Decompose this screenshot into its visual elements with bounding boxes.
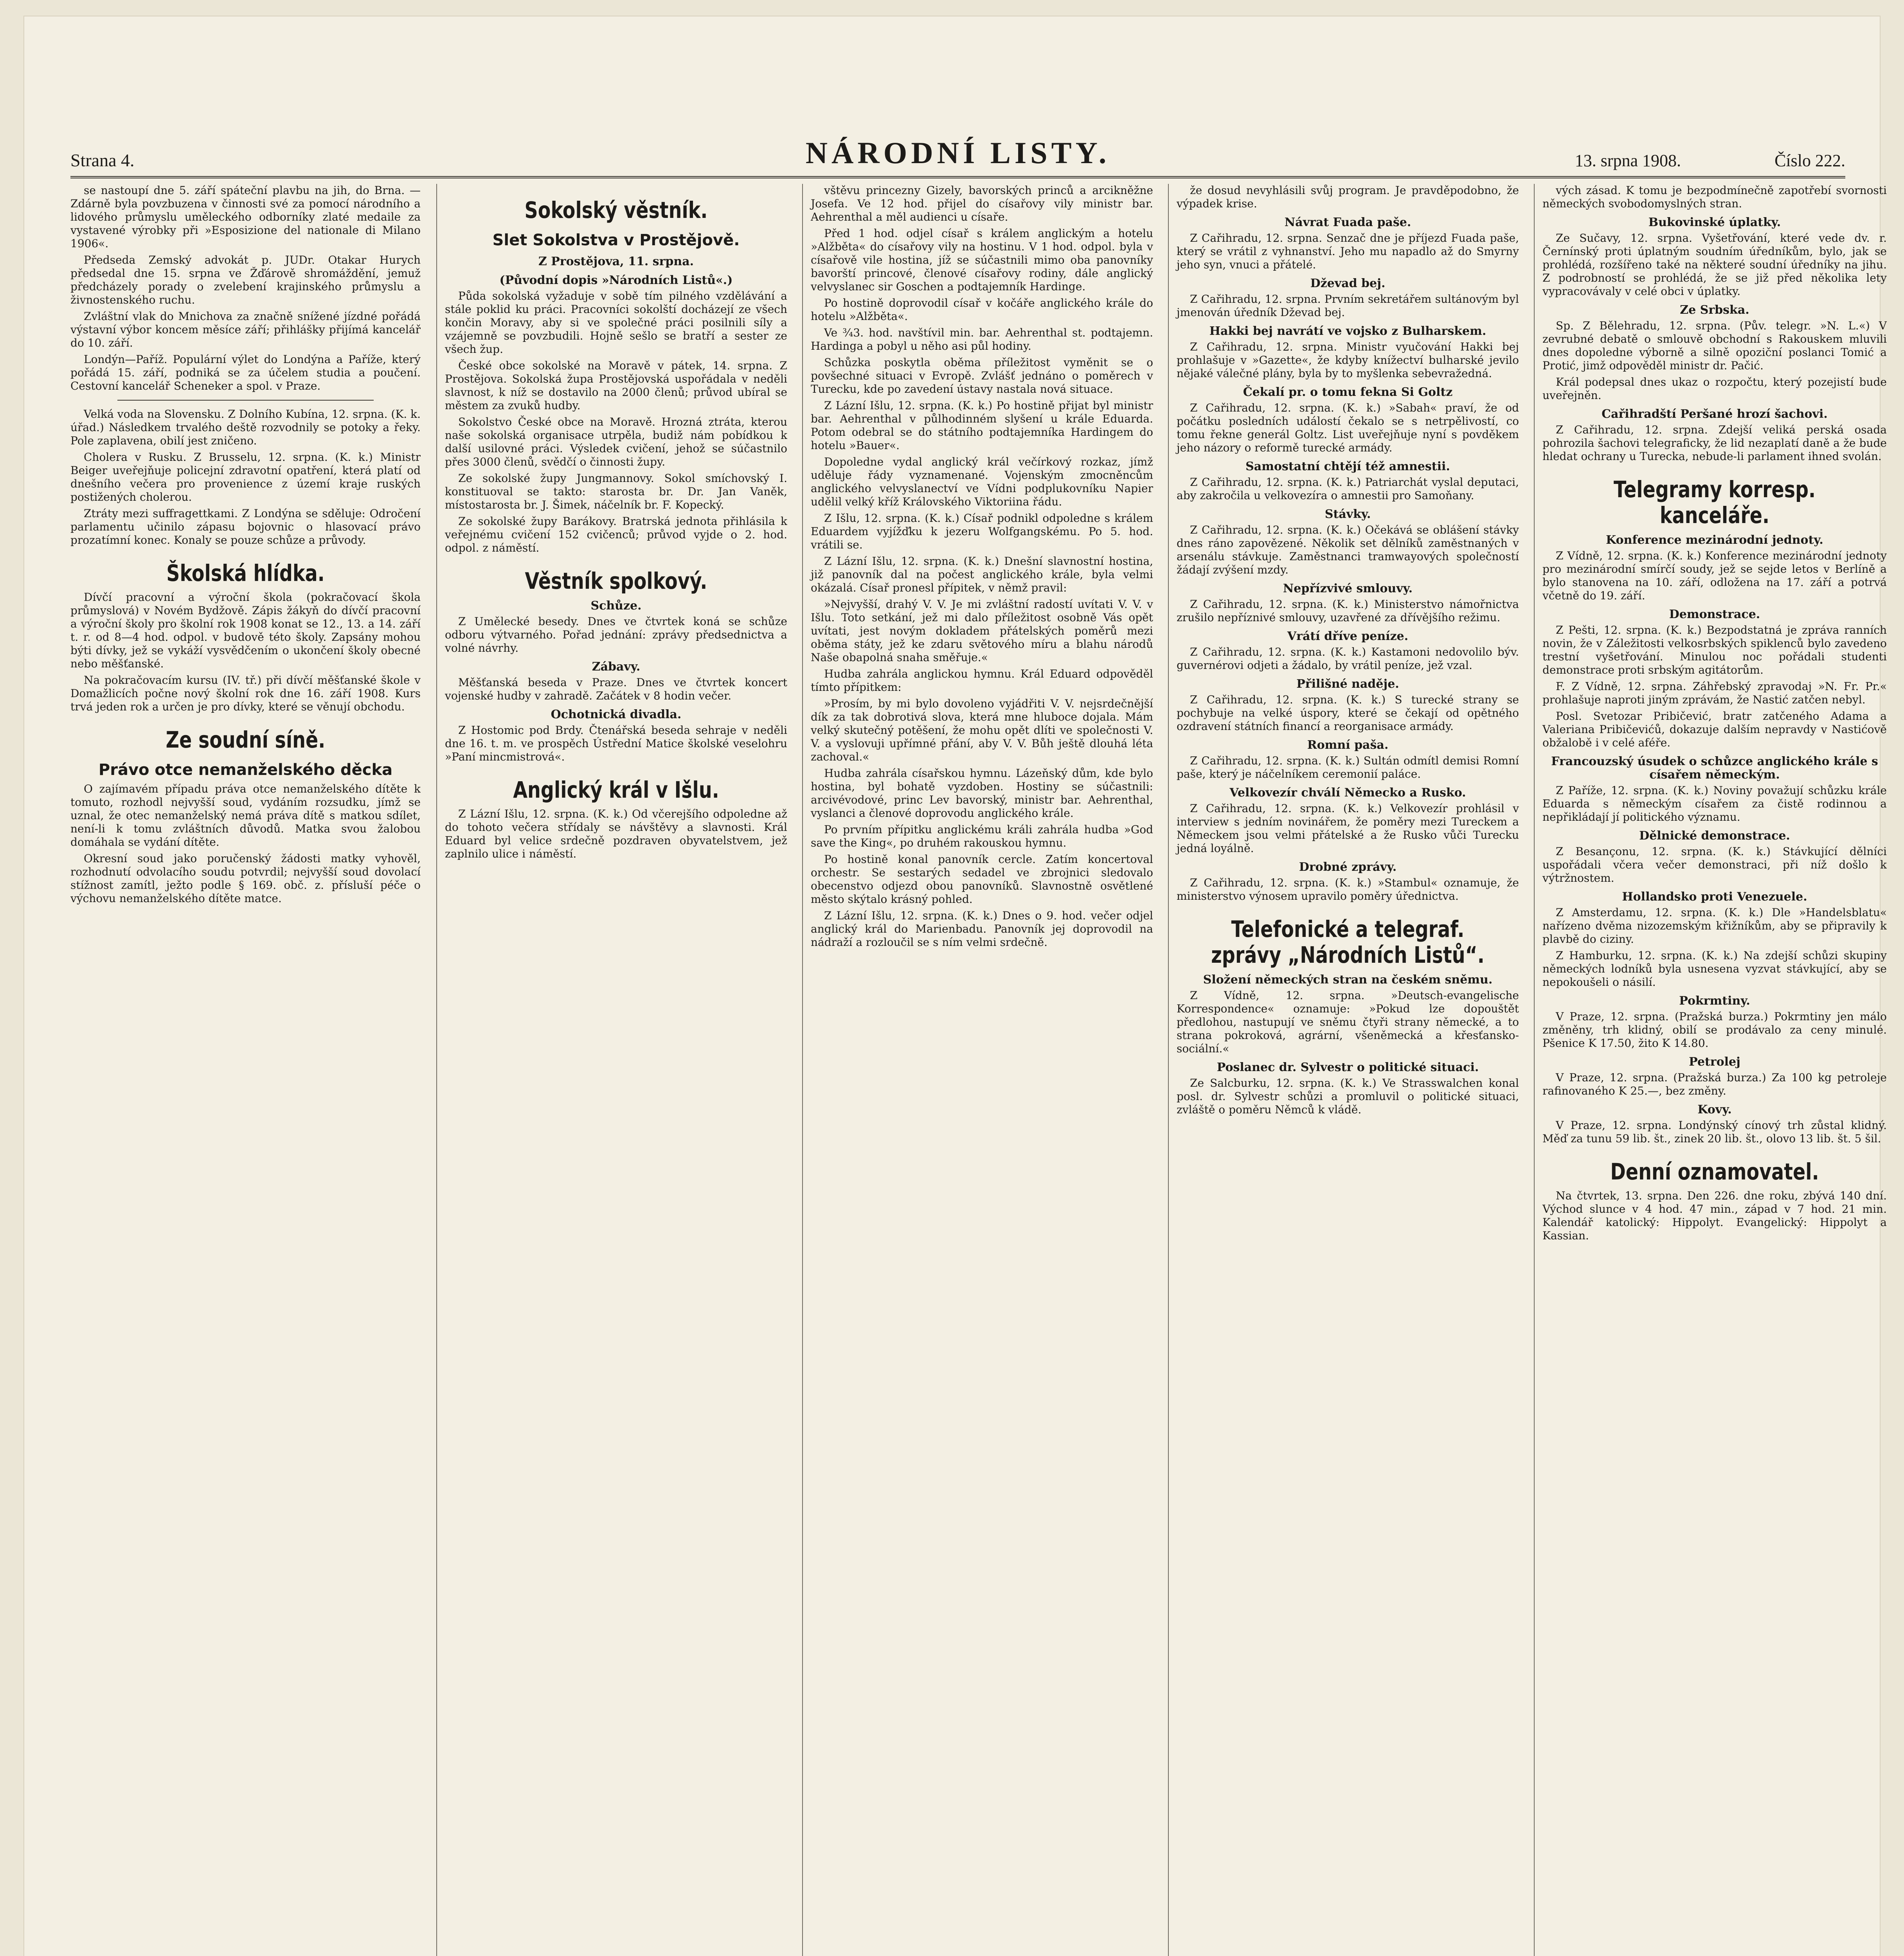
article-text: Z Cařihradu, 12. srpna. (K. k.) Patriarchát vyslal deputaci, aby zakročila u velkovezíra o amnestii pro Samoňany. (1177, 476, 1519, 502)
section-heading-telegramy: Telegramy korresp. kanceláře. (1613, 476, 1816, 529)
section-heading-sokolsky: Sokolský věstník. (524, 197, 708, 223)
article-heading: Hollandsko proti Venezuele. (1622, 890, 1807, 904)
article-heading: Návrat Fuada paše. (1284, 216, 1411, 229)
article-text: Z Cařihradu, 12. srpna. (K. k.) »Sabah« praví, že od počátku posledních událostí čekalo se s netrpělivostí, co tomu řekne generál Goltz. List uveřejňuje nyní s povděkem jeho názory o reformě turecké armády. (1177, 401, 1519, 454)
article-heading: Nepřízvivé smlouvy. (1283, 582, 1413, 595)
article-text: že dosud nevyhlásili svůj program. Je pravděpodobno, že výpadek krise. (1177, 184, 1519, 210)
article-heading: Právo otce nemanželského děcka (98, 761, 393, 779)
article-text: Z Cařihradu, 12. srpna. (K. k.) Ministerstvo námořnictva zrušilo nepříznivé smlouvy, uzavřené za dřívějšího režimu. (1177, 598, 1519, 624)
article-text: Z Cařihradu, 12. srpna. (K. k.) S turecké strany se pochybuje na velké úspory, které se čekají od opětného ozdravení státních financí a reorganisace armády. (1177, 693, 1519, 733)
article-heading: Slet Sokolstva v Prostějově. (492, 231, 740, 249)
column-3 (802, 184, 1153, 1956)
article-text: Velká voda na Slovensku. Z Dolního Kubína, 12. srpna. (K. k. úřad.) Následkem trvalého deště rozvodnily se potoky a řeky. Pole zaplavena, obilí jest zničeno. (70, 408, 421, 447)
article-heading: Bukovinské úplatky. (1648, 216, 1781, 229)
article-text: »Prosím, by mi bylo dovoleno vyjádřiti V. V. nejsrdečnější dík za tak dobrotivá slova, která mne hluboce dojala. Mám velký skutečný potěšení, že mohu opět dlíti ve společnosti V. V. a vyslovuji upřímné přání, aby V. V. Bůh ještě dlouhá léta zachoval.« (811, 697, 1153, 763)
article-text: Z Lázní Išlu, 12. srpna. (K. k.) Po hostině přijat byl ministr bar. Aehrenthal v půlhodinném slyšení u krále Eduarda. Potom odebral se do státního podtajemníka Hardingem do hotelu »Bauer«. (811, 399, 1153, 452)
article-text: Cholera v Rusku. Z Brusselu, 12. srpna. (K. k.) Ministr Beiger uveřejňuje policejní zdravotní opatření, která platí od dnešního večera pro provenience z území kraje ruských postižených cholerou. (70, 451, 421, 503)
article-text: Okresní soud jako poručenský žádosti matky vyhověl, rozhodnutí odvolacího soudu potvrdil; nejvyšší soud dovolací stížnost zamítl, ježto podle § 169. obč. z. přísluší péče o výchovu nemanželského dítěte matce. (70, 852, 421, 905)
article-heading: Dževad bej. (1310, 277, 1386, 290)
source-note: (Původní dopis »Národních Listů«.) (499, 273, 733, 287)
section-heading-spolkovy: Věstník spolkový. (525, 568, 707, 594)
article-text: Před 1 hod. odjel císař s králem anglickým a hotelu »Alžběta« do císařovy vily na hostinu. V 1 hod. odpol. byla v císařově vile hostina, jíž se súčastnili mimo oba panovníky bavorští princové, členové císařovy rodiny, dále anglický velvyslanec sir Goschen a podtajemník Hardinge. (811, 227, 1153, 293)
article-heading: Čekalí pr. o tomu fekna Si Goltz (1243, 385, 1453, 399)
article-text: Měšťanská beseda v Praze. Dnes ve čtvrtek koncert vojenské hudby v zahradě. Začátek v 8 hodin večer. (445, 676, 787, 702)
article-text: Z Išlu, 12. srpna. (K. k.) Císař podnikl odpoledne s králem Eduardem vyjížďku k jezeru Wolfgangskému. Po 5. hod. vrátili se. (811, 512, 1153, 551)
subsection-heading: Schůze. (590, 599, 642, 613)
article-text: vštěvu princezny Gizely, bavorských princů a arcikněžne Josefa. Ve 12 hod. přijel do císařovy vily ministr bar. Aehrenthal a měl audienci u císaře. (811, 184, 1153, 223)
article-text: Předseda Zemský advokát p. JUDr. Otakar Hurych předsedal dne 15. srpna ve Žďárově shromáždění, jemuž předcházely porady o zvelebení krajinského průmyslu a živnostenského ruchu. (70, 253, 421, 306)
subsection-heading: Ochotnická divadla. (551, 708, 682, 721)
article-text: Z Besançonu, 12. srpna. (K. k.) Stávkující dělníci uspořádali včera večer demonstraci, při níž došlo k výtržnostem. (1542, 845, 1887, 885)
article-text: Schůzka poskytla oběma příležitost vyměnit se o povšechné situaci v Evropě. Zvlášť jednáno o poměrech v Turecku, kde po zavedení ústavy nastala nová situace. (811, 356, 1153, 396)
article-text: Na čtvrtek, 13. srpna. Den 226. dne roku, zbývá 140 dní. Východ slunce v 4 hod. 47 min., západ v 7 hod. 21 min. Kalendář katolický: Hippolyt. Evangelický: Hippolyt a Kassian. (1542, 1189, 1887, 1242)
article-heading: Cařihradští Peršané hrozí šachovi. (1602, 407, 1828, 421)
article-heading: Ze Srbska. (1680, 303, 1749, 317)
article-heading: Vrátí dříve peníze. (1287, 629, 1409, 643)
article-text: Ze sokolské župy Barákovy. Bratrská jednota přihlásila k veřejnému cvičení 152 cvičenců; průvod vyjde o 2. hod. odpol. z náměstí. (445, 515, 787, 554)
article-text: Z Cařihradu, 12. srpna. (K. k.) Kastamoni nedovolilo býv. guvernérovi odjeti a žádalo, by vrátil peníze, jež vzal. (1177, 645, 1519, 672)
article-heading: Samostatní chtějí též amnestii. (1245, 460, 1450, 473)
article-text: O zajímavém případu práva otce nemanželského dítěte k tomuto, rozhodl nejvyšší soud, vydáním rozsudku, jímž se uznal, že otec nemanželský nemá práva dítě s matkou sdílet, není-li k tomu zvláštních důvodů. Matka svou žalobou domáhala se vydání dítěte. (70, 782, 421, 849)
article-text: vých zásad. K tomu je bezpodmínečně zapotřebí svornosti německých svobodomyslných stran. (1542, 184, 1887, 210)
article-text: V Praze, 12. srpna. Londýnský cínový trh zůstal klidný. Měď za tunu 59 lib. št., zinek 20 lib. št., olovo 13 lib. št. 5 šil. (1542, 1119, 1887, 1145)
article-heading: Složení německých stran na českém sněmu. (1203, 973, 1493, 987)
section-heading-soudni: Ze soudní síně. (166, 726, 326, 753)
subsection-heading: Zábavy. (592, 660, 641, 674)
article-heading: Drobné zprávy. (1299, 860, 1397, 874)
article-text: Po hostině doprovodil císař v kočáře anglického krále do hotelu »Alžběta«. (811, 297, 1153, 323)
article-text: Z Lázní Išlu, 12. srpna. (K. k.) Dnes o 9. hod. večer odjel anglický král do Marienbadu. Panovník jej doprovodil na nádraží a rozloučil se s ním velmi srdečně. (811, 909, 1153, 949)
article-text: Zvláštní vlak do Mnichova za značně snížené jízdné pořádá výstavní výbor koncem měsíce září; přihlášky přijímá kancelář do 10. září. (70, 310, 421, 349)
article-text: Ve ¾3. hod. navštívil min. bar. Aehrenthal st. podtajemn. Hardinga a pobyl u něho asi půl hodiny. (811, 326, 1153, 352)
article-text: Po hostině konal panovník cercle. Zatím koncertoval orchestr. Se sestarých sedadel ve zbrojnici sledovalo obecenstvo odjezd obou panovníků. Slavnostně osvětlené město skýtalo krásný pohled. (811, 853, 1153, 906)
page-header (70, 133, 1845, 178)
article-text: Posl. Svetozar Pribičević, bratr zatčeného Adama a Valeriana Pribičevićů, dokazuje dalším nepravdy v Nastićově obžalobě i v celé aféře. (1542, 710, 1887, 749)
issue-date: 13. srpna 1908. (1575, 151, 1681, 170)
article-text: Sp. Z Bělehradu, 12. srpna. (Pův. telegr. »N. L.«) V zevrubné debatě o smlouvě obchodní s Rakouskem mluvili dnes dopoledne výborně a silně opoziční poslanci Tomić a Protić, jimž odpověděl ministr dr. Pačić. (1542, 319, 1887, 372)
article-text: Z Vídně, 12. srpna. »Deutsch-evangelische Korrespondence« oznamuje: »Pokud lze dopouštět předlohou, nastupují ve sněmu čtyři strany německé, a to strana pokroková, agrární, všeněmecká a křesťansko-sociální.« (1177, 989, 1519, 1055)
newspaper-page (23, 16, 1887, 1956)
article-text: Z Hostomic pod Brdy. Čtenářská beseda sehraje v neděli dne 16. t. m. ve prospěch Ústřední Matice školské veselohru »Paní mincmistrová«. (445, 724, 787, 763)
article-text: České obce sokolské na Moravě v pátek, 14. srpna. Z Prostějova. Sokolská župa Prostějovská uspořádala v neděli slavnost, k níž se dostavilo na 2000 členů; průvod ubíral se městem za zvuků hudby. (445, 359, 787, 412)
article-text: »Nejvyšší, drahý V. V. Je mi zvláštní radostí uvítati V. V. v Išlu. Toto setkání, jež mi dalo příležitost osobně Vás opět uvítati, jest novým dokladem přátelských poměrů mezi oběma státy, jež ke zdaru světového míru a blahu národů Naše obapolná snaha směřuje.« (811, 598, 1153, 664)
article-text: Ze sokolské župy Jungmannovy. Sokol smíchovský I. konstituoval se takto: starosta br. Dr. Jan Vaněk, místostarosta br. J. Šimek, náčelník br. F. Kopecký. (445, 472, 787, 511)
article-heading: Konference mezinárodní jednoty. (1606, 533, 1823, 547)
article-text: Z Cařihradu, 12. srpna. (K. k.) Očekává se oblášení stávky dnes ráno zapovězené. Několik set dělníků zaměstnaných v arsenálu stávkuje. Zaměstnanci tramwayových společností žádají zvýšení mzdy. (1177, 523, 1519, 576)
article-text: Z Cařihradu, 12. srpna. Prvním sekretářem sultánovým byl jmenován úředník Dževad bej. (1177, 293, 1519, 319)
divider (117, 400, 374, 401)
article-text: Z Hamburku, 12. srpna. (K. k.) Na zdejší schůzi skupiny německých lodníků byla usnesena vyzvat stávkující, aby se nepokoušeli o násilí. (1542, 949, 1887, 989)
article-text: Hudba zahrála císařskou hymnu. Lázeňský dům, kde bylo hostina, byl bohatě vyzdoben. Hostiny se súčastnili: arcivévodové, princ Lev bavorský, ministr bar. Aehrenthal, vyslanci a členové doprovodu anglického krále. (811, 767, 1153, 820)
section-heading-denni: Denní oznamovatel. (1610, 1158, 1819, 1185)
article-heading: Stávky. (1325, 507, 1371, 521)
article-text: Z Cařihradu, 12. srpna. (K. k.) Velkovezír prohlásil v interview s jedním novinářem, že poměry mezi Tureckem a Německem jsou velmi přátelské a že Rusko vůči Turecku jedná loyálně. (1177, 802, 1519, 855)
article-text: Z Cařihradu, 12. srpna. Zdejší veliká perská osada pohrozila šachovi telegraficky, že lid nezaplatí daně a že bude hledat ochrany u Turecka, nebude-li parlament ihned svolán. (1542, 423, 1887, 463)
article-heading: Hakki bej navrátí ve vojsko z Bulharskem. (1209, 324, 1486, 338)
article-text: Na pokračovacím kursu (IV. tř.) při dívčí měšťanské škole v Domažlicích počne nový školní rok dne 16. září 1908. Kurs trvá jeden rok a určen je pro dívky, které se věnují obchodu. (70, 674, 421, 713)
article-heading: Poslanec dr. Sylvestr o politické situaci. (1217, 1061, 1479, 1074)
article-heading: Dělnické demonstrace. (1639, 829, 1790, 843)
article-text: Z Paříže, 12. srpna. (K. k.) Noviny považují schůzku krále Eduarda s německým císařem za čistě rodinnou a nepřikládají jí politického významu. (1542, 784, 1887, 823)
article-heading: Přilišné naděje. (1296, 677, 1399, 691)
article-text: Dívčí pracovní a výroční škola (pokračovací škola průmyslová) v Novém Bydžově. Zápis žákyň do dívčí pracovní a výroční školy pro školní rok 1908 konat se 12., 13. a 14. září t. r. od 8—4 hod. odpol. v budově této školy. Zapsány mohou býti dívky, jež se vykáží vysvědčením o ukončení školy obecné nebo měšťanské. (70, 591, 421, 670)
article-text: Z Amsterdamu, 12. srpna. (K. k.) Dle »Handelsblatu« nařízeno dvěma nizozemským křižníkům, aby se připravily k plavbě do ciziny. (1542, 906, 1887, 946)
article-text: Z Lázní Išlu, 12. srpna. (K. k.) Dnešní slavnostní hostina, již panovník dal na počest anglického krále, byla velmi okázalá. Císař pronesl přípitek, v němž pravil: (811, 555, 1153, 594)
article-text: se nastoupí dne 5. září spáteční plavbu na jih, do Brna. — Zdárně byla povzbuzena v činnosti své za pomocí národního a lidového průmyslu uměleckého odborníky zlaté medaile za vystavené výrobky při »Esposizione del nationale di Milano 1906«. (70, 184, 421, 250)
dateline: Z Prostějova, 11. srpna. (538, 255, 694, 268)
article-heading: Romní paša. (1307, 738, 1389, 752)
article-heading: Pokrmtiny. (1679, 994, 1750, 1008)
article-text: Z Umělecké besedy. Dnes ve čtvrtek koná se schůze odboru výtvarného. Pořad jednání: zprávy předsednictva a volné návrhy. (445, 615, 787, 654)
article-text: Ze Sučavy, 12. srpna. Vyšetřování, které vede dv. r. Černínský proti úplatným soudním úředníkům, bylo, jak se prohlédá, rozšířeno také na některé soudní úředníky na jihu. Z podrobností se prohlédá, že se již před několika lety vypracovávaly v celé obci v úplatky. (1542, 232, 1887, 298)
section-heading-kral: Anglický král v Išlu. (513, 777, 719, 803)
article-text: Ze Salcburku, 12. srpna. (K. k.) Ve Strasswalchen konal posl. dr. Sylvestr schůzi a promluvil o politické situaci, zvláště o poměru Němců k vládě. (1177, 1077, 1519, 1116)
section-heading-telefonicke: Telefonické a telegraf. zprávy „Národních Listů“. (1211, 916, 1485, 968)
article-text: Půda sokolská vyžaduje v sobě tím pilného vzdělávání a stále poklid ku práci. Pracovníci sokolští docházejí ze všech končin Moravy, aby si ve společné práci posilnili síly a vzájemně se povzbudili. Hojně sešlo se bratří a sester ze všech žup. (445, 289, 787, 356)
column-5 (1534, 184, 1887, 1956)
article-text: Sokolstvo České obce na Moravě. Hrozná ztráta, kterou naše sokolská organisace utrpěla, budiž nám pobídkou k další usilovné práci. Výsledek cvičení, jehož se súčastnilo přes 3000 členů, svědčí o činnosti župy. (445, 415, 787, 468)
article-text: Dopoledne vydal anglický král večírkový rozkaz, jímž uděluje řády vyznamenané. Vojenským zmocněncům anglického velvyslanectví ve Vídni podplukovníku Napier udělil velký kříž Královského Viktoriina řádu. (811, 455, 1153, 508)
article-text: Z Pešti, 12. srpna. (K. k.) Bezpodstatná je zpráva ranních novin, že v Záležitosti velkosrbských spiklenců bylo zavedeno trestní vyšetřování. Minulou noc pořádali studenti demonstrace proti srbským agitátorům. (1542, 624, 1887, 676)
column-1 (70, 184, 421, 1956)
section-heading-skolska: Školská hlídka. (166, 560, 325, 586)
article-heading: Demonstrace. (1669, 608, 1760, 621)
article-text: Z Lázní Išlu, 12. srpna. (K. k.) Od včerejšího odpoledne až do tohoto večera střídaly se návštěvy a slavnosti. Král Eduard byl velice srdečně pozdraven obyvatelstvem, jež zaplnilo ulice i náměstí. (445, 807, 787, 860)
article-text: Král podepsal dnes ukaz o rozpočtu, který pozejistí bude uveřejněn. (1542, 376, 1887, 402)
article-text: Z Cařihradu, 12. srpna. (K. k.) Sultán odmítl demisi Romní paše, který je náčelníkem ceremonií paláce. (1177, 754, 1519, 780)
article-heading: Velkovezír chválí Německo a Rusko. (1229, 786, 1466, 800)
article-text: V Praze, 12. srpna. (Pražská burza.) Pokrmtiny jen málo změněny, trh klidný, obilí se prodávalo za ceny minulé. Pšenice K 17.50, žito K 14.80. (1542, 1010, 1887, 1050)
article-heading: Francouzský úsudek o schůzce anglického krále s císařem německým. (1551, 755, 1878, 782)
article-text: Po prvním přípitku anglickému králi zahrála hudba »God save the King«, po druhém rakouskou hymnu. (811, 823, 1153, 849)
article-text: Z Cařihradu, 12. srpna. (K. k.) »Stambul« oznamuje, že ministerstvo výnosem upravilo poměry úřednictva. (1177, 876, 1519, 902)
article-text: Z Vídně, 12. srpna. (K. k.) Konference mezinárodní jednoty pro mezinárodní smírčí soudy, jež se sejde letos v Berlíně a bylo stanovena na 10. září, odložena na 17. září a potrvá včetně do 19. září. (1542, 549, 1887, 602)
article-text: Ztráty mezi suffragettkami. Z Londýna se sděluje: Odročení parlamentu učinilo zápasu bojovnic o hlasovací právo prozatímní konec. Konaly se pouze schůze a průvody. (70, 507, 421, 547)
article-text: F. Z Vídně, 12. srpna. Záhřebský zpravodaj »N. Fr. Pr.« prohlašuje naproti jiným zprávám, že Nastić zatčen nebyl. (1542, 680, 1887, 706)
article-text: Hudba zahrála anglickou hymnu. Král Eduard odpověděl tímto přípitkem: (811, 667, 1153, 694)
article-text: Z Cařihradu, 12. srpna. Senzač dne je příjezd Fuada paše, který se vrátil z vyhnanství. Jeho mu napadlo až do Smyrny jeho syn, vnuci a přátelé. (1177, 232, 1519, 271)
article-text: Z Cařihradu, 12. srpna. Ministr vyučování Hakki bej prohlašuje v »Gazette«, že kdyby knížectví bulharské jevilo nějaké válečné plány, byla by to myšlenka sebevražedná. (1177, 340, 1519, 380)
article-text: Londýn—Paříž. Populární výlet do Londýna a Paříže, který pořádá 15. září, podniká se za účelem studia a poučení. Cestovní kancelář Scheneker a spol. v Praze. (70, 353, 421, 392)
article-text: V Praze, 12. srpna. (Pražská burza.) Za 100 kg petroleje rafinovaného K 25.—, bez změny. (1542, 1071, 1887, 1097)
issue-number: Číslo 222. (1774, 151, 1845, 170)
page-number: Strana 4. (70, 150, 135, 170)
article-heading: Petrolej (1689, 1055, 1740, 1069)
column-4 (1168, 184, 1519, 1956)
masthead-title: NÁRODNÍ LISTY. (805, 136, 1110, 170)
article-heading: Kovy. (1697, 1103, 1732, 1116)
column-2 (436, 184, 787, 1956)
columns-area (70, 184, 1886, 1956)
